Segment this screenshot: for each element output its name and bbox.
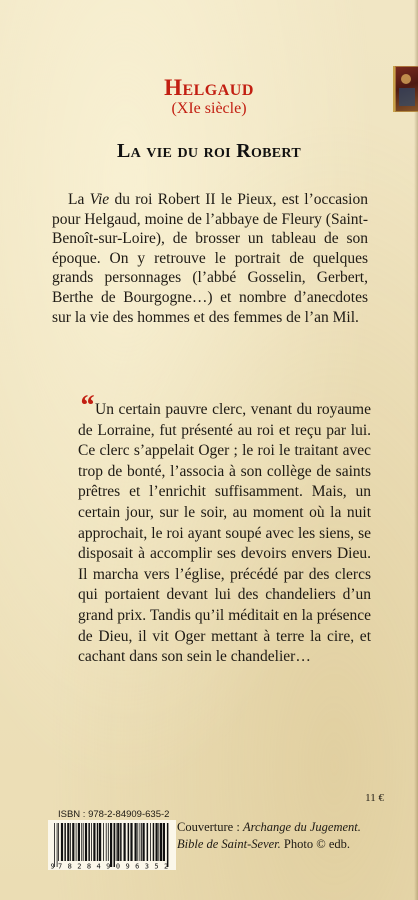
summary-lead: La (68, 191, 90, 208)
barcode-bar (70, 823, 71, 861)
barcode-bar (91, 823, 92, 861)
barcode-bar (83, 823, 84, 861)
barcode-bar (110, 823, 112, 867)
barcode-bar (114, 823, 116, 867)
credit-work: Archange du Jugement. (242, 820, 361, 834)
barcode-bar (103, 823, 104, 861)
author-century: (XIe siècle) (171, 100, 247, 117)
isbn-label: ISBN : 978-2-84909-635-2 (58, 809, 170, 820)
barcode-bar (76, 823, 77, 861)
barcode-bar (167, 823, 169, 867)
barcode-digit: 8 (67, 862, 72, 870)
barcode-bar (141, 823, 142, 861)
barcode-bar (147, 823, 149, 861)
cover-credit (177, 819, 407, 853)
barcode-bar (61, 823, 63, 861)
credit-source: Bible de Saint-Sever. (177, 837, 281, 851)
barcode-bar (130, 823, 132, 861)
barcode-bar (64, 823, 66, 861)
barcode-digit: 4 (96, 862, 101, 870)
barcode-digit: 3 (144, 862, 149, 870)
barcode-bar (156, 823, 158, 861)
barcode-bar (106, 823, 107, 861)
barcode-digit: 9 (106, 862, 111, 870)
barcode-bar (150, 823, 151, 861)
barcode-digit: 0 (115, 862, 121, 870)
quote-mark-icon: “ (79, 389, 94, 422)
price-label: 11 € (365, 792, 384, 804)
credit-label: Couverture : (177, 820, 243, 834)
barcode-digit: 5 (154, 862, 159, 870)
barcode-bar (54, 823, 55, 867)
barcode-bar (135, 823, 137, 861)
barcode-bar (93, 823, 95, 861)
barcode-digit: 9 (125, 862, 130, 870)
barcode-bar (158, 823, 159, 861)
barcode-digit: 2 (77, 862, 82, 870)
summary-paragraph (52, 190, 368, 327)
barcode-bar (128, 823, 130, 861)
barcode-bar (108, 823, 109, 861)
barcode-bar (67, 823, 69, 861)
excerpt-paragraph: Un certain pauvre clerc, venant du royaume de Lorraine, fut présenté au roi et reçu par lui. Ce clerc s’appelait Oger ; le roi le traitant avec trop de bonté, l’associa à son collège de saints prêtres et l’enrichit suffisamment. Mais, un certain jour, sur le soir, au moment où la nuit approchait, le roi ayant soupé avec les siens, se disposait à accomplir ses devoirs envers Dieu. Il marcha vers l’église, précédé par des clercs qui portaient devant lui des chandeliers d’un grand prix. Tandis qu’il méditait en la présence de Dieu, il vit Oger mettant à terre la cire, et cachant dans son sein le chandelier… (78, 401, 371, 666)
barcode-bar (163, 823, 165, 861)
barcode-bar (58, 823, 59, 861)
barcode (48, 820, 176, 870)
barcode-bar (137, 823, 138, 861)
barcode-bar (143, 823, 145, 861)
summary-italic-word: Vie (89, 191, 110, 208)
barcode-digit: 8 (86, 862, 92, 870)
author-name: Helgaud (164, 75, 254, 100)
barcode-bar (160, 823, 162, 861)
barcode-bar (120, 823, 122, 861)
barcode-bar (57, 823, 58, 867)
barcode-graphic (48, 820, 176, 870)
summary-body: du roi Robert II le Pieux, est l’occasion pour Helgaud, moine de l’abbaye de Fleury (Saint-Benoît-sur-Loire), de brosser un tableau de son époque. On y retrouve le portrait de quelques grands personnages (l’abbé Gosselin, Gerbert, Berthe de Bourgogne…) et nombre d’anecdotes sur la vie des hommes et des femmes de l’an Mil. (52, 191, 368, 326)
barcode-digit: 9 (50, 862, 55, 870)
barcode-bar (140, 823, 141, 861)
barcode-bar (116, 823, 117, 861)
barcode-bar (88, 823, 90, 861)
barcode-bar (78, 823, 80, 861)
barcode-bar (97, 823, 99, 861)
barcode-digit: 7 (58, 862, 63, 870)
barcode-digit: 2 (164, 862, 169, 870)
barcode-digit: 6 (135, 862, 140, 870)
credit-photo: Photo © edb. (280, 837, 351, 851)
barcode-bar (85, 823, 87, 861)
barcode-bar (124, 823, 126, 861)
cover-edge-shadow (414, 0, 418, 900)
barcode-bar (81, 823, 82, 861)
book-title: La vie du roi Robert (117, 140, 301, 162)
barcode-bar (153, 823, 155, 861)
barcode-bar (117, 823, 119, 861)
barcode-bar (72, 823, 74, 861)
barcode-bar (99, 823, 101, 861)
